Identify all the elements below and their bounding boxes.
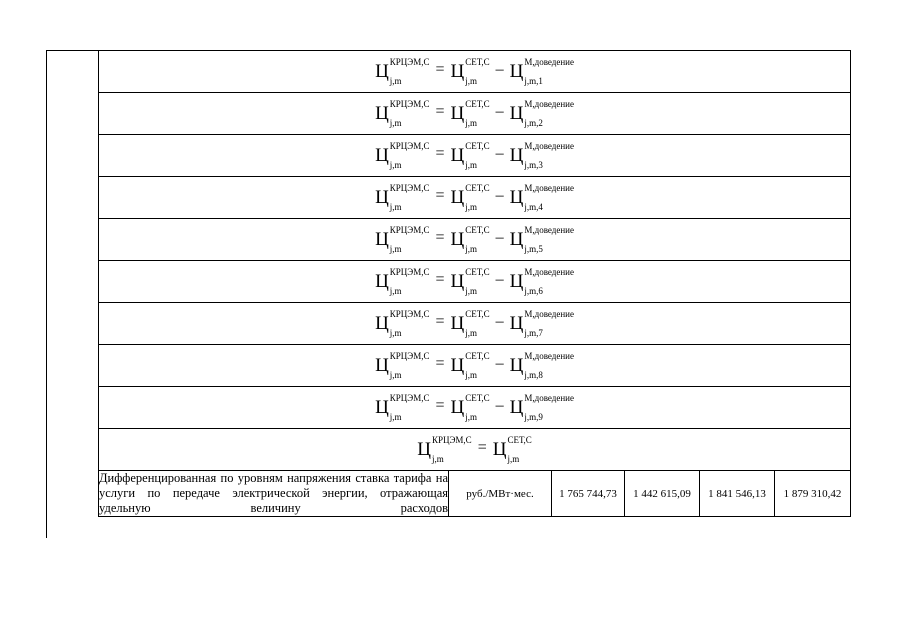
left-column-top-border	[46, 50, 98, 51]
formula-row	[99, 345, 851, 387]
formula: Ц КРЦЭМ,C j,m = Ц СЕТ,C j,m – Ц М,доведение j,m,6	[375, 266, 574, 296]
value-cell: 1 841 546,13	[700, 471, 775, 517]
formula-row	[99, 387, 851, 429]
formula: Ц КРЦЭМ,C j,m = Ц СЕТ,C j,m – Ц М,доведение j,m,4	[375, 182, 574, 212]
formula: Ц КРЦЭМ,C j,m = Ц СЕТ,C j,m – Ц М,доведение j,m,1	[375, 56, 574, 86]
formula: Ц КРЦЭМ,C j,m = Ц СЕТ,C j,m – Ц М,доведение j,m,7	[375, 308, 574, 338]
formula-row	[99, 177, 851, 219]
tariff-rate-row	[99, 471, 851, 517]
formula-row	[99, 303, 851, 345]
formula: Ц КРЦЭМ,C j,m = Ц СЕТ,C j,m – Ц М,доведение j,m,9	[375, 392, 574, 422]
formula: Ц КРЦЭМ,C j,m = Ц СЕТ,C j,m – Ц М,доведение j,m,2	[375, 98, 574, 128]
tariff-table	[98, 50, 851, 517]
formula: Ц КРЦЭМ,C j,m = Ц СЕТ,C j,m – Ц М,доведение j,m,8	[375, 350, 574, 380]
formula-row	[99, 51, 851, 93]
formula: Ц КРЦЭМ,C j,m = Ц СЕТ,C j,m	[417, 434, 532, 464]
value-cell: 1 442 615,09	[625, 471, 700, 517]
formula-row	[99, 135, 851, 177]
left-column-border	[46, 50, 47, 538]
formula-row	[99, 219, 851, 261]
formula-row	[99, 93, 851, 135]
formula-row-simple	[99, 429, 851, 471]
value-cell: 1 879 310,42	[775, 471, 851, 517]
formula-row	[99, 261, 851, 303]
formula: Ц КРЦЭМ,C j,m = Ц СЕТ,C j,m – Ц М,доведение j,m,3	[375, 140, 574, 170]
row-description: Дифференцированная по уровням напряжения ставка тарифа на услуги по передаче электрической энергии, отражающая удельную величину расходов	[99, 471, 448, 515]
unit-cell: руб./МВт·мес.	[449, 471, 552, 517]
formula: Ц КРЦЭМ,C j,m = Ц СЕТ,C j,m – Ц М,доведение j,m,5	[375, 224, 574, 254]
value-cell: 1 765 744,73	[552, 471, 625, 517]
